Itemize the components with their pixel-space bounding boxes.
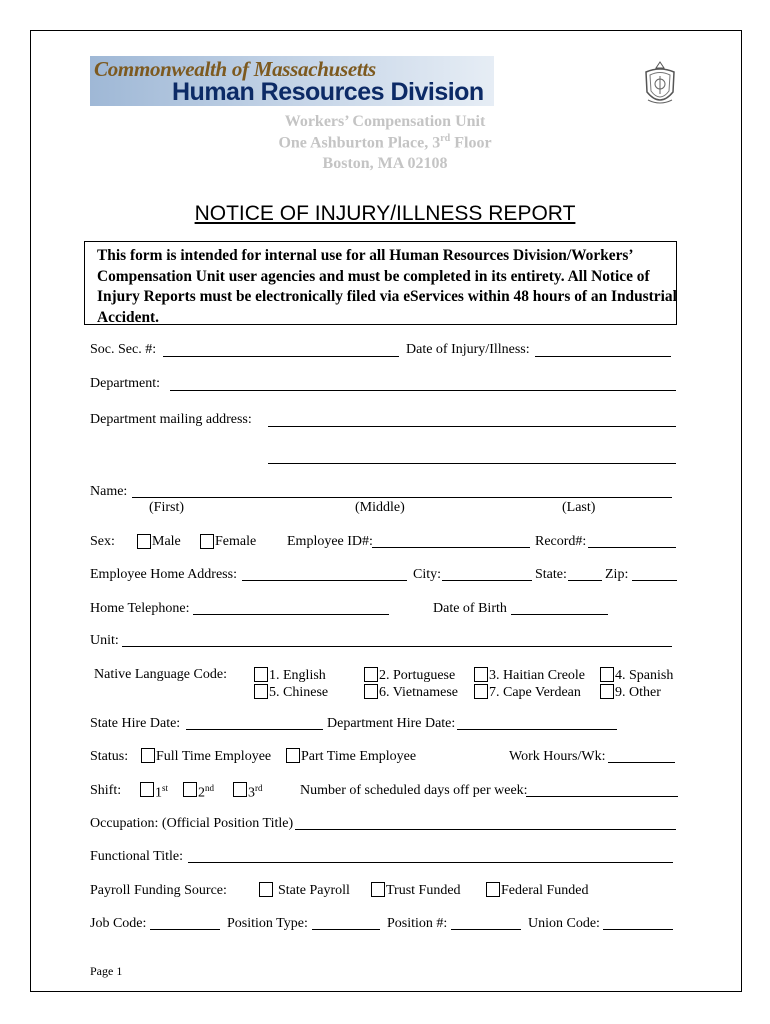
sex-male-checkbox[interactable] xyxy=(137,534,151,549)
shift-2-label: 2nd xyxy=(198,783,214,801)
record-field[interactable] xyxy=(588,547,676,548)
page-title: NOTICE OF INJURY/ILLNESS REPORT xyxy=(194,202,576,225)
state-label: State: xyxy=(535,567,567,582)
functional-title-label: Functional Title: xyxy=(90,849,183,864)
page-number: Page 1 xyxy=(90,964,123,978)
dept-mailing-field-1[interactable] xyxy=(268,426,676,427)
dept-hire-field[interactable] xyxy=(457,729,617,730)
banner-commonwealth: Commonwealth of Massachusetts xyxy=(94,57,376,81)
sex-female-label: Female xyxy=(215,534,257,549)
shift-2-checkbox[interactable] xyxy=(183,782,197,797)
department-label: Department: xyxy=(90,376,160,391)
part-time-checkbox[interactable] xyxy=(286,748,300,763)
state-hire-field[interactable] xyxy=(186,729,323,730)
lang-haitian-creole-checkbox[interactable] xyxy=(474,667,488,682)
dept-mailing-label: Department mailing address: xyxy=(90,412,252,427)
city-label: City: xyxy=(413,567,442,582)
lang-cape-verdean-checkbox[interactable] xyxy=(474,684,488,699)
full-time-checkbox[interactable] xyxy=(141,748,155,763)
work-hours-label: Work Hours/Wk: xyxy=(509,749,606,764)
lang-vietnamese-checkbox[interactable] xyxy=(364,684,378,699)
federal-funded-checkbox[interactable] xyxy=(486,882,500,897)
employee-id-label: Employee ID#: xyxy=(287,534,373,549)
state-seal-icon xyxy=(640,60,680,110)
lang-english-checkbox[interactable] xyxy=(254,667,268,682)
status-label: Status: xyxy=(90,749,129,764)
lang-other-label: 9. Other xyxy=(615,685,661,700)
address-line-1: Workers’ Compensation Unit xyxy=(284,113,486,130)
lang-spanish-checkbox[interactable] xyxy=(600,667,614,682)
days-off-label: Number of scheduled days off per week: xyxy=(300,783,528,798)
trust-funded-checkbox[interactable] xyxy=(371,882,385,897)
state-payroll-checkbox[interactable] xyxy=(259,882,273,897)
union-code-field[interactable] xyxy=(603,929,673,930)
dob-label: Date of Birth xyxy=(433,601,507,616)
sex-female-checkbox[interactable] xyxy=(200,534,214,549)
ssn-label: Soc. Sec. #: xyxy=(90,342,157,357)
notice-box xyxy=(84,241,677,325)
lang-cape-verdean-label: 7. Cape Verdean xyxy=(489,685,581,700)
position-num-field[interactable] xyxy=(451,929,521,930)
lang-portuguese-label: 2. Portuguese xyxy=(379,668,456,683)
union-code-label: Union Code: xyxy=(528,916,600,931)
name-last-label: (Last) xyxy=(562,500,596,515)
full-time-label: Full Time Employee xyxy=(156,749,272,764)
banner-hrd: Human Resources Division xyxy=(172,78,484,106)
dept-hire-label: Department Hire Date: xyxy=(327,716,456,731)
dob-field[interactable] xyxy=(511,614,608,615)
lang-other-checkbox[interactable] xyxy=(600,684,614,699)
home-phone-field[interactable] xyxy=(193,614,389,615)
name-first-label: (First) xyxy=(149,500,184,515)
unit-label: Unit: xyxy=(90,633,119,648)
state-hire-label: State Hire Date: xyxy=(90,716,181,731)
functional-title-field[interactable] xyxy=(188,862,673,863)
shift-1-checkbox[interactable] xyxy=(140,782,154,797)
unit-field[interactable] xyxy=(122,646,672,647)
position-num-label: Position #: xyxy=(387,916,448,931)
payroll-label: Payroll Funding Source: xyxy=(90,883,227,898)
lang-chinese-checkbox[interactable] xyxy=(254,684,268,699)
lang-haitian-creole-label: 3. Haitian Creole xyxy=(489,668,586,683)
home-phone-label: Home Telephone: xyxy=(90,601,190,616)
ssn-field[interactable] xyxy=(163,356,399,357)
days-off-field[interactable] xyxy=(526,796,678,797)
city-field[interactable] xyxy=(442,580,532,581)
federal-funded-label: Federal Funded xyxy=(501,883,589,898)
lang-spanish-label: 4. Spanish xyxy=(615,668,674,683)
work-hours-field[interactable] xyxy=(608,762,675,763)
language-label: Native Language Code: xyxy=(94,667,227,682)
zip-label: Zip: xyxy=(605,567,629,582)
position-type-label: Position Type: xyxy=(227,916,308,931)
shift-label: Shift: xyxy=(90,783,122,798)
date-injury-field[interactable] xyxy=(535,356,671,357)
home-address-field[interactable] xyxy=(242,580,407,581)
shift-3-checkbox[interactable] xyxy=(233,782,247,797)
trust-funded-label: Trust Funded xyxy=(386,883,461,898)
occupation-field[interactable] xyxy=(295,829,676,830)
part-time-label: Part Time Employee xyxy=(301,749,417,764)
address-line-3: Boston, MA 02108 xyxy=(322,155,448,172)
lang-vietnamese-label: 6. Vietnamese xyxy=(379,685,458,700)
home-address-label: Employee Home Address: xyxy=(90,567,237,582)
occupation-label: Occupation: (Official Position Title) xyxy=(90,816,294,831)
state-field[interactable] xyxy=(568,580,602,581)
sex-label: Sex: xyxy=(90,534,115,549)
shift-3-label: 3rd xyxy=(248,783,263,801)
lang-english-label: 1. English xyxy=(269,668,326,683)
lang-portuguese-checkbox[interactable] xyxy=(364,667,378,682)
date-injury-label: Date of Injury/Illness: xyxy=(406,342,530,357)
lang-chinese-label: 5. Chinese xyxy=(269,685,329,700)
name-middle-label: (Middle) xyxy=(355,500,405,515)
employee-id-field[interactable] xyxy=(372,547,530,548)
name-field[interactable] xyxy=(132,497,672,498)
address-line-2: One Ashburton Place, 3rd Floor xyxy=(278,133,492,152)
notice-text: This form is intended for internal use for all Human Resources Division/Workers’ Compensation Unit user agencies and must be completed in its entirety. All Notice of Injury Reports must be electronically filed via eServices within 48 hours of an Industrial Accident. xyxy=(97,247,677,326)
sex-male-label: Male xyxy=(152,534,181,549)
zip-field[interactable] xyxy=(632,580,677,581)
position-type-field[interactable] xyxy=(312,929,380,930)
record-label: Record#: xyxy=(535,534,587,549)
department-field[interactable] xyxy=(170,390,676,391)
dept-mailing-field-2[interactable] xyxy=(268,463,676,464)
name-label: Name: xyxy=(90,484,128,499)
job-code-label: Job Code: xyxy=(90,916,147,931)
state-payroll-label: State Payroll xyxy=(278,883,350,898)
job-code-field[interactable] xyxy=(150,929,220,930)
hrd-logo-banner xyxy=(90,56,494,106)
shift-1-label: 1st xyxy=(155,783,169,801)
